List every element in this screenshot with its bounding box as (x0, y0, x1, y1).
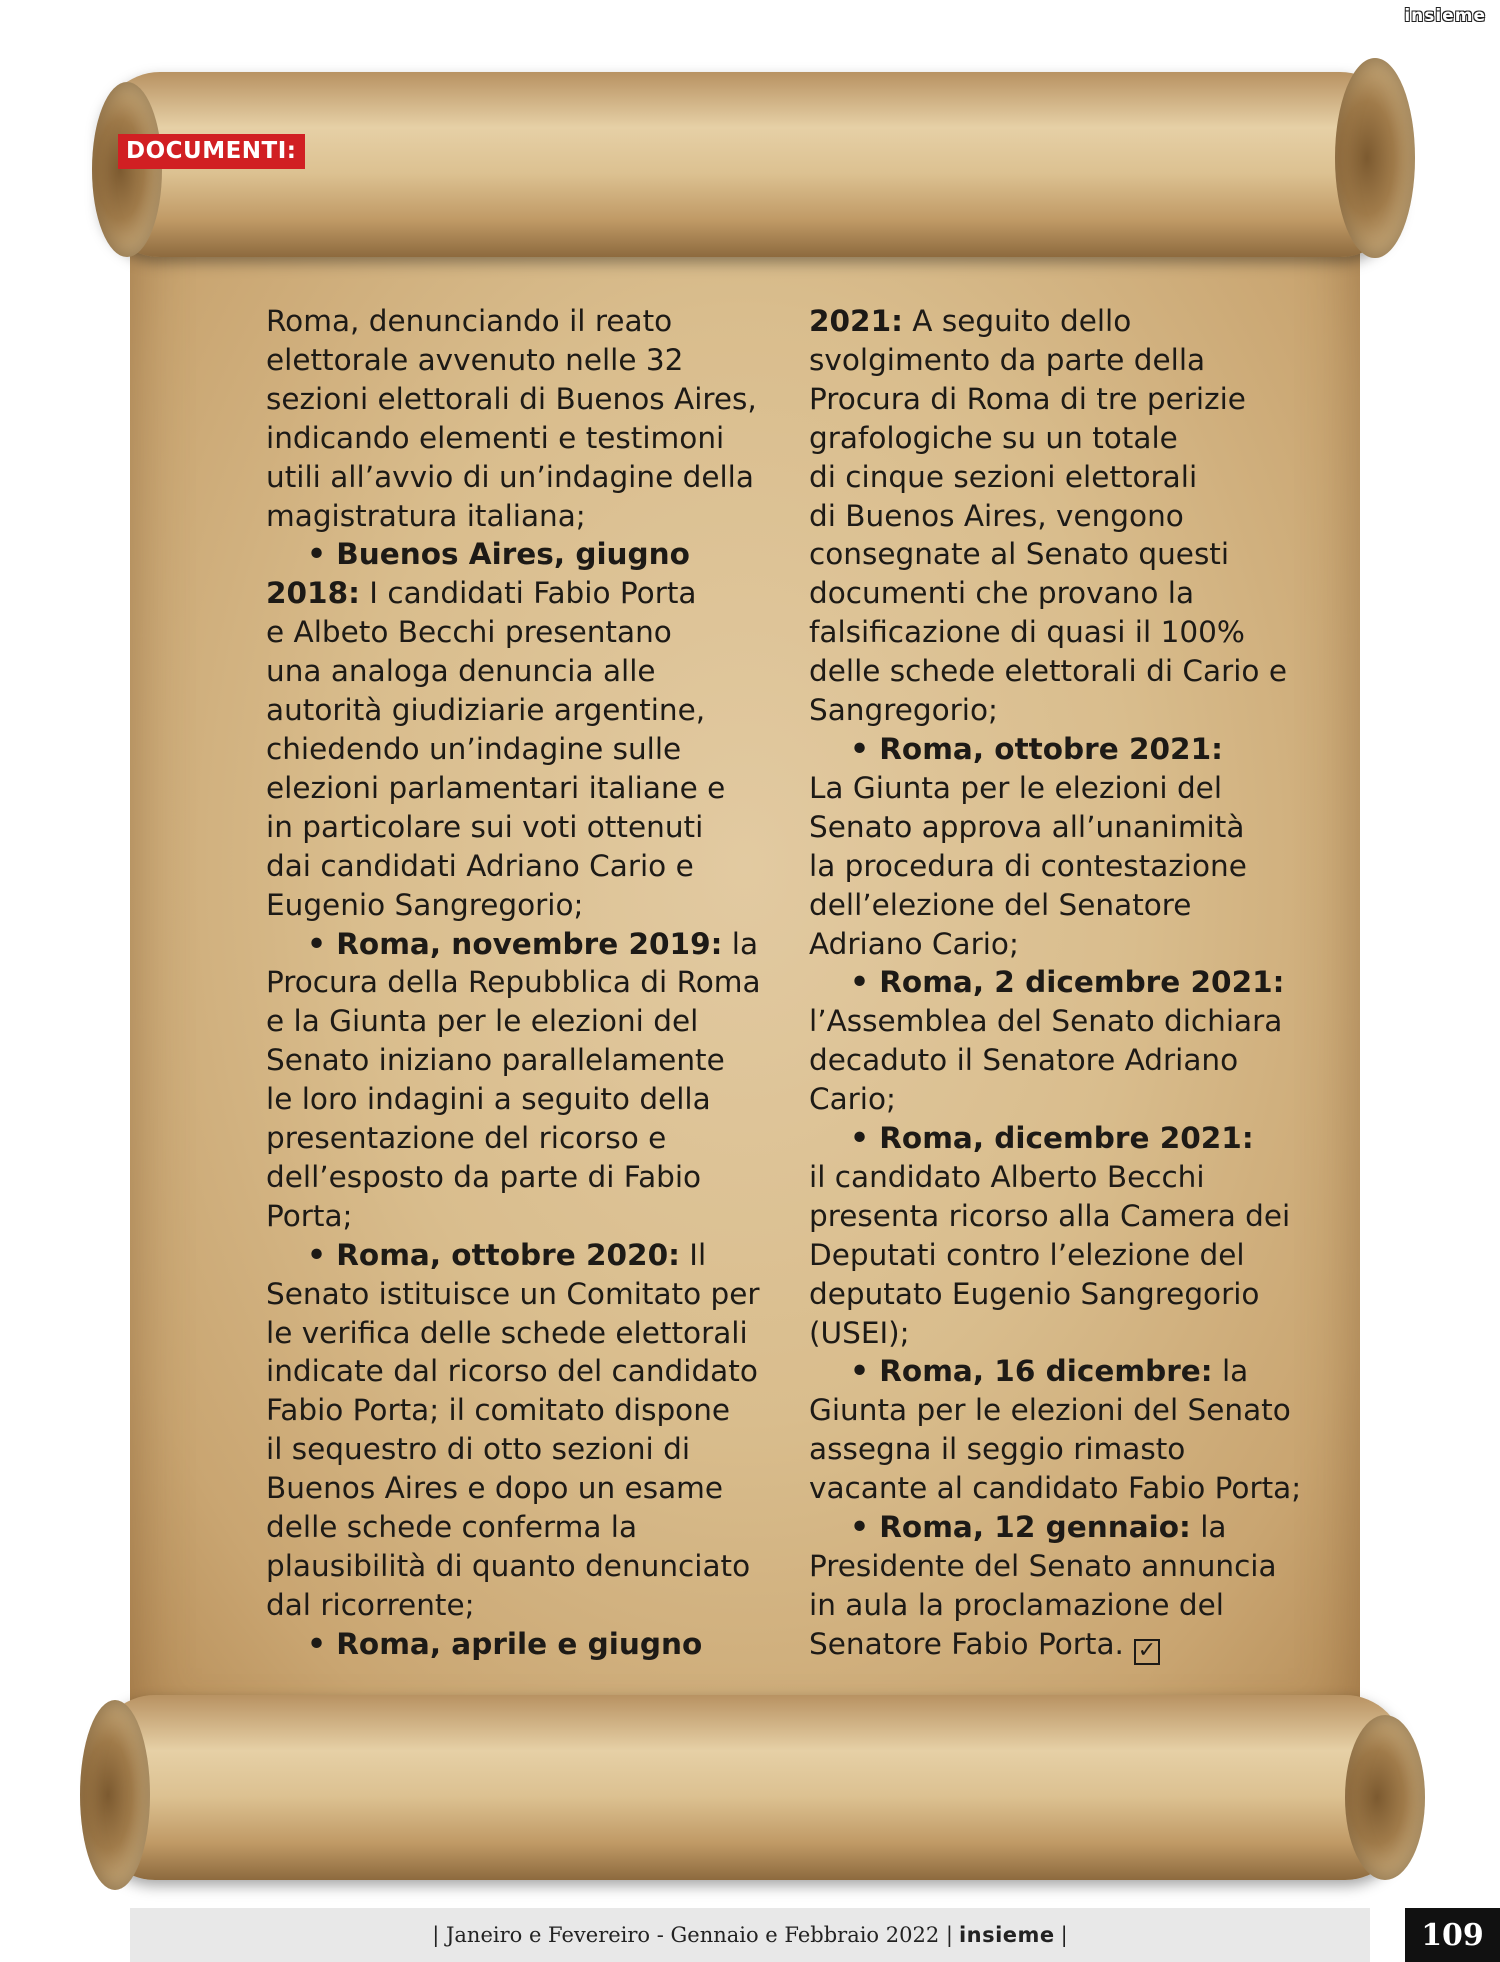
text-line (809, 1041, 1329, 1080)
text-line (266, 1469, 786, 1508)
text-run: Porta; (266, 1198, 353, 1233)
right-column (809, 302, 1329, 1664)
text-line (266, 1314, 786, 1353)
text-line (266, 652, 786, 691)
text-run: di Buenos Aires, vengono (809, 498, 1184, 533)
text-run: Presidente del Senato annuncia (809, 1549, 1277, 1583)
text-line (266, 1002, 786, 1041)
text-run: A seguito dello (902, 304, 1132, 338)
text-run: e la Giunta per le elezioni del (266, 1004, 699, 1039)
scroll-top-right-end (1335, 58, 1415, 258)
text-line (809, 1158, 1329, 1197)
text-run: Senato approva all’unanimità (809, 809, 1245, 844)
text-run: dai candidati Adriano Cario e (266, 848, 694, 883)
bold-run: • Roma, dicembre 2021: (809, 1121, 1254, 1156)
text-run: chiedendo un’indagine sulle (266, 731, 682, 766)
text-line (809, 535, 1329, 574)
text-run: La Giunta per le elezioni del (809, 770, 1223, 805)
text-line (809, 925, 1329, 964)
text-line (809, 1314, 1329, 1353)
text-line (809, 574, 1329, 613)
text-run: indicando elementi e testimoni (266, 420, 725, 455)
text-run: deputato Eugenio Sangregorio (809, 1276, 1260, 1311)
bold-run: • Roma, novembre 2019: (266, 926, 723, 961)
text-run: svolgimento da parte della (809, 342, 1206, 377)
text-run: Senato istituisce un Comitato per (266, 1276, 760, 1311)
text-run: il candidato Alberto Becchi (809, 1159, 1205, 1194)
text-run: in aula la proclamazione del (809, 1587, 1224, 1622)
checked-box-icon: ✓ (1134, 1639, 1160, 1665)
text-run: dell’esposto da parte di Fabio (266, 1159, 702, 1194)
text-run: presenta ricorso alla Camera dei (809, 1198, 1291, 1233)
text-line (809, 808, 1329, 847)
text-line (809, 652, 1329, 691)
text-run: decaduto il Senatore Adriano (809, 1043, 1239, 1078)
text-run: Giunta per le elezioni del Senato (809, 1393, 1291, 1428)
text-run: documenti che provano la (809, 576, 1195, 611)
text-run: Deputati contro l’elezione del (809, 1237, 1245, 1272)
scroll-bottom-right-end (1345, 1715, 1425, 1880)
bold-run: • Roma, ottobre 2021: (809, 731, 1223, 766)
text-run: presentazione del ricorso e (266, 1121, 667, 1156)
text-line (809, 613, 1329, 652)
bold-run: • Roma, 2 dicembre 2021: (809, 965, 1285, 1000)
text-line (809, 1080, 1329, 1119)
text-line (809, 1119, 1329, 1158)
text-line (266, 1041, 786, 1080)
text-line (266, 1547, 786, 1586)
text-run: le verifica delle schede elettorali (266, 1315, 748, 1350)
bold-run: • Roma, 12 gennaio: (809, 1510, 1191, 1545)
text-run: di cinque sezioni elettorali (809, 459, 1198, 494)
text-run: Sangregorio; (809, 693, 998, 728)
text-line (809, 1391, 1329, 1430)
scroll-top-left-end (92, 82, 162, 257)
text-run: dell’elezione del Senatore (809, 887, 1192, 922)
text-run: plausibilità di quanto denunciato (266, 1549, 751, 1583)
bold-run: • Buenos Aires, giugno (266, 537, 690, 572)
text-run: utili all’avvio di un’indagine della (266, 459, 754, 494)
text-line (809, 458, 1329, 497)
text-run: Adriano Cario; (809, 926, 1019, 961)
text-run: la procedura di contestazione (809, 848, 1247, 883)
text-run: la (722, 926, 759, 961)
text-line (809, 963, 1329, 1002)
text-line (266, 613, 786, 652)
text-run: Procura della Repubblica di Roma (266, 965, 761, 1000)
text-line (266, 847, 786, 886)
text-run: falsificazione di quasi il 100% (809, 615, 1245, 650)
text-line (266, 341, 786, 380)
text-line (809, 691, 1329, 730)
text-line (809, 1275, 1329, 1314)
bold-run: 2021: (809, 304, 903, 338)
text-line (266, 886, 786, 925)
text-line (266, 419, 786, 458)
text-run: Buenos Aires e dopo un esame (266, 1471, 724, 1506)
text-run: dal ricorrente; (266, 1587, 475, 1622)
text-run: il sequestro di otto sezioni di (266, 1432, 691, 1467)
text-run: consegnate al Senato questi (809, 537, 1230, 572)
footer-separator: | (1060, 1923, 1068, 1947)
footer-issue: | Janeiro e Fevereiro - Gennaio e Febbraio 2022 | (432, 1923, 953, 1947)
text-line (266, 1236, 786, 1275)
text-line (266, 925, 786, 964)
text-run: le loro indagini a seguito della (266, 1082, 711, 1117)
text-run: in particolare sui voti ottenuti (266, 809, 704, 844)
text-line (809, 769, 1329, 808)
text-line (809, 1352, 1329, 1391)
text-line (266, 1508, 786, 1547)
text-line (809, 1236, 1329, 1275)
text-line (809, 497, 1329, 536)
section-tag: DOCUMENTI: (118, 134, 305, 169)
text-line (266, 769, 786, 808)
left-column (266, 302, 786, 1664)
text-run: l’Assemblea del Senato dichiara (809, 1004, 1283, 1039)
text-line (266, 497, 786, 536)
text-line (809, 1508, 1329, 1547)
text-line (266, 1391, 786, 1430)
text-line (809, 1430, 1329, 1469)
text-run: e Albeto Becchi presentano (266, 615, 672, 650)
text-line (809, 1469, 1329, 1508)
text-run: Senatore Fabio Porta. (809, 1626, 1124, 1661)
text-line (809, 302, 1329, 341)
text-line (266, 691, 786, 730)
text-line (809, 1547, 1329, 1586)
text-run: delle schede conferma la (266, 1510, 638, 1545)
text-run: assegna il seggio rimasto (809, 1432, 1186, 1467)
text-line (809, 1197, 1329, 1236)
text-line (266, 535, 786, 574)
text-line (266, 963, 786, 1002)
text-run: (USEI); (809, 1315, 910, 1350)
text-line (266, 1197, 786, 1236)
bold-run: • Roma, ottobre 2020: (266, 1237, 680, 1272)
text-line (266, 1625, 786, 1664)
text-run: indicate dal ricorso del candidato (266, 1354, 758, 1389)
bold-run: • Roma, 16 dicembre: (809, 1354, 1213, 1389)
text-run: Cario; (809, 1082, 896, 1117)
text-line (809, 341, 1329, 380)
text-line (266, 574, 786, 613)
text-line (809, 847, 1329, 886)
text-line (266, 1586, 786, 1625)
text-line (809, 380, 1329, 419)
text-line (809, 1625, 1329, 1664)
text-run: grafologiche su un totale (809, 420, 1178, 455)
text-run: elezioni parlamentari italiane e (266, 770, 726, 805)
text-line (809, 419, 1329, 458)
text-line (266, 1080, 786, 1119)
text-line (809, 730, 1329, 769)
text-run: Il (679, 1237, 707, 1272)
text-line (266, 1158, 786, 1197)
bold-run: • Roma, aprile e giugno (266, 1626, 703, 1661)
text-line (266, 1275, 786, 1314)
text-line (809, 1002, 1329, 1041)
text-run: Senato iniziano parallelamente (266, 1043, 725, 1078)
text-line (266, 302, 786, 341)
text-run: Roma, denunciando il reato (266, 304, 673, 338)
text-run: I candidati Fabio Porta (359, 576, 697, 611)
text-line (266, 730, 786, 769)
scroll-bottom-left-end (80, 1700, 150, 1890)
text-run: Eugenio Sangregorio; (266, 887, 584, 922)
text-run: delle schede elettorali di Cario e (809, 654, 1288, 689)
text-run: autorità giudiziarie argentine, (266, 693, 706, 728)
footer-brand: insieme (958, 1923, 1055, 1947)
text-line (809, 1586, 1329, 1625)
text-line (266, 808, 786, 847)
text-line (266, 380, 786, 419)
page-number: 109 (1405, 1908, 1500, 1962)
text-run: la (1190, 1510, 1227, 1545)
text-run: sezioni elettorali di Buenos Aires, (266, 381, 757, 416)
brand-top: insieme (1404, 6, 1486, 26)
text-run: elettorale avvenuto nelle 32 (266, 342, 684, 377)
text-line (809, 886, 1329, 925)
text-run: la (1212, 1354, 1249, 1389)
text-run: magistratura italiana; (266, 498, 586, 533)
text-line (266, 1119, 786, 1158)
text-run: Procura di Roma di tre perizie (809, 381, 1246, 416)
bold-run: 2018: (266, 576, 360, 611)
text-line (266, 1352, 786, 1391)
scroll-bottom-roll (95, 1695, 1405, 1880)
text-run: una analoga denuncia alle (266, 654, 656, 689)
text-run: vacante al candidato Fabio Porta; (809, 1471, 1302, 1506)
footer-bar (130, 1908, 1370, 1962)
text-line (266, 1430, 786, 1469)
text-run: Fabio Porta; il comitato dispone (266, 1393, 731, 1428)
text-line (266, 458, 786, 497)
